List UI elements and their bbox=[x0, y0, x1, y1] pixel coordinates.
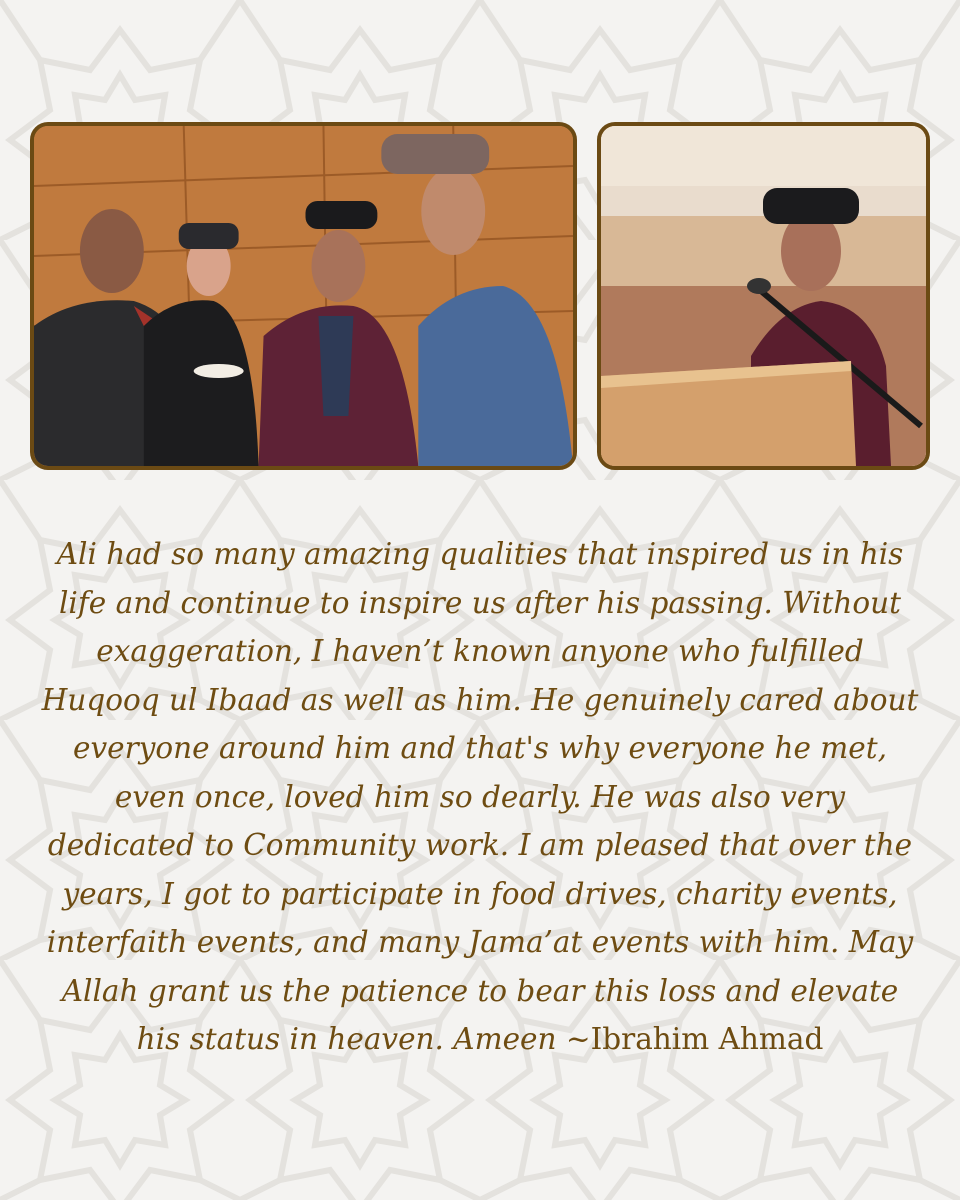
photo-speaker-at-podium bbox=[597, 122, 930, 470]
quote-text: Ali had so many amazing qualities that inspired us in his life and continue to inspire us after his passing. Without exaggeration, I haven’t known anyone who fulfilled Huqooq ul Ibaad as well as him. He genuinely cared about everyone around him and that's why everyone he met, even once, loved him so dearly. He was also very dedicated to Community work. I am pleased that over the years, I got to participate in food drives, charity events, interfaith events, and many Jama’at events with him. May Allah grant us the patience to bear this loss and elevate his status in heaven. Ameen bbox=[41, 537, 919, 1056]
quote-signature: ~Ibrahim Ahmad bbox=[556, 1022, 824, 1056]
photo-group-conversation bbox=[30, 122, 577, 470]
tribute-quote bbox=[40, 530, 920, 1064]
